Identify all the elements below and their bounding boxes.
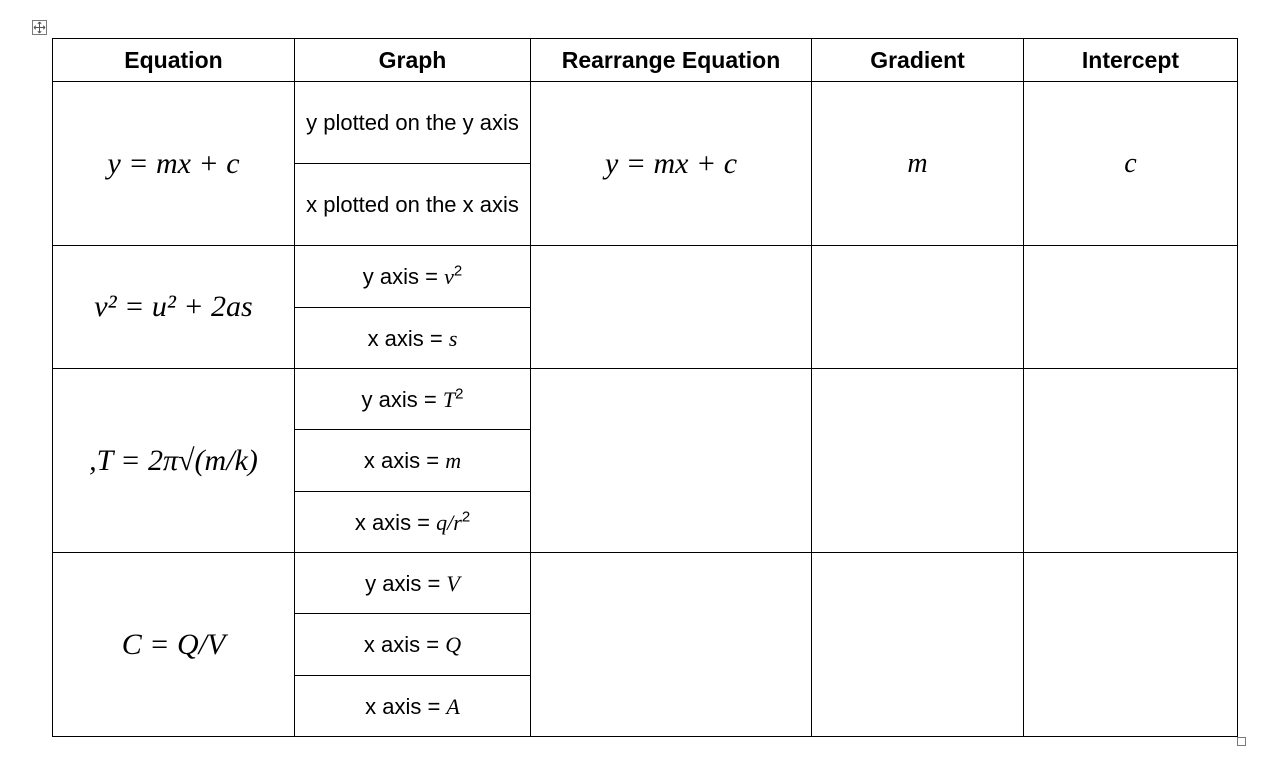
intercept-cell[interactable] [1024,369,1238,553]
header-rearrange: Rearrange Equation [531,39,812,82]
graph-math: s [448,325,458,351]
equation-cell[interactable]: v² = u² + 2as [53,246,295,369]
rearrange-cell[interactable] [531,369,812,553]
graph-math: V [446,570,460,596]
rearrange-cell[interactable] [531,553,812,737]
equations-table [52,38,1238,737]
table-resize-handle-icon[interactable] [1237,737,1246,746]
table-row [53,246,1238,308]
graph-cell[interactable] [295,308,531,369]
graph-sup: 2 [455,385,464,403]
graph-cell[interactable] [295,614,531,676]
gradient-cell[interactable] [812,246,1024,369]
graph-label: y axis = [365,570,447,596]
graph-label: x axis = [363,448,446,473]
header-intercept: Intercept [1024,39,1238,82]
graph-cell[interactable] [295,553,531,614]
header-gradient: Gradient [812,39,1024,82]
graph-label: x axis = [365,693,447,719]
equation-cell[interactable]: C = Q/V [53,553,295,737]
graph-cell[interactable] [295,430,531,492]
graph-label: y axis = [362,264,445,289]
table-row [53,369,1238,430]
graph-math: v [444,264,454,289]
graph-label: x axis = [363,632,446,657]
intercept-cell[interactable] [1024,246,1238,369]
graph-sup: 2 [461,508,471,526]
header-equation: Equation [53,39,295,82]
graph-label: x axis = [367,325,449,351]
graph-label: x axis = [354,509,437,535]
graph-math: m [445,448,462,473]
table-move-handle-icon[interactable] [32,20,47,35]
header-row [53,39,1238,82]
graph-cell[interactable] [295,246,531,308]
gradient-cell[interactable] [812,369,1024,553]
graph-math: A [446,693,460,719]
table-row [53,82,1238,164]
gradient-cell[interactable] [812,553,1024,737]
graph-cell[interactable] [295,82,531,164]
intercept-cell[interactable]: c [1024,82,1238,246]
graph-label: y axis = [361,386,443,412]
table-row [53,553,1238,614]
rearrange-cell[interactable]: y = mx + c [531,82,812,246]
equation-cell[interactable]: y = mx + c [53,82,295,246]
intercept-cell[interactable] [1024,553,1238,737]
graph-math: q/r [436,509,462,535]
header-graph: Graph [295,39,531,82]
rearrange-cell[interactable] [531,246,812,369]
graph-cell[interactable] [295,369,531,430]
graph-label: y plotted on the y axis [306,110,519,135]
graph-sup: 2 [453,262,463,280]
graph-cell[interactable] [295,492,531,553]
graph-label: x plotted on the x axis [306,192,519,217]
graph-cell[interactable] [295,676,531,737]
gradient-cell[interactable]: m [812,82,1024,246]
equation-cell[interactable]: ,T = 2π√(m/k) [53,369,295,553]
graph-math: Q [445,632,462,657]
graph-cell[interactable] [295,164,531,246]
graph-math: T [442,386,456,412]
